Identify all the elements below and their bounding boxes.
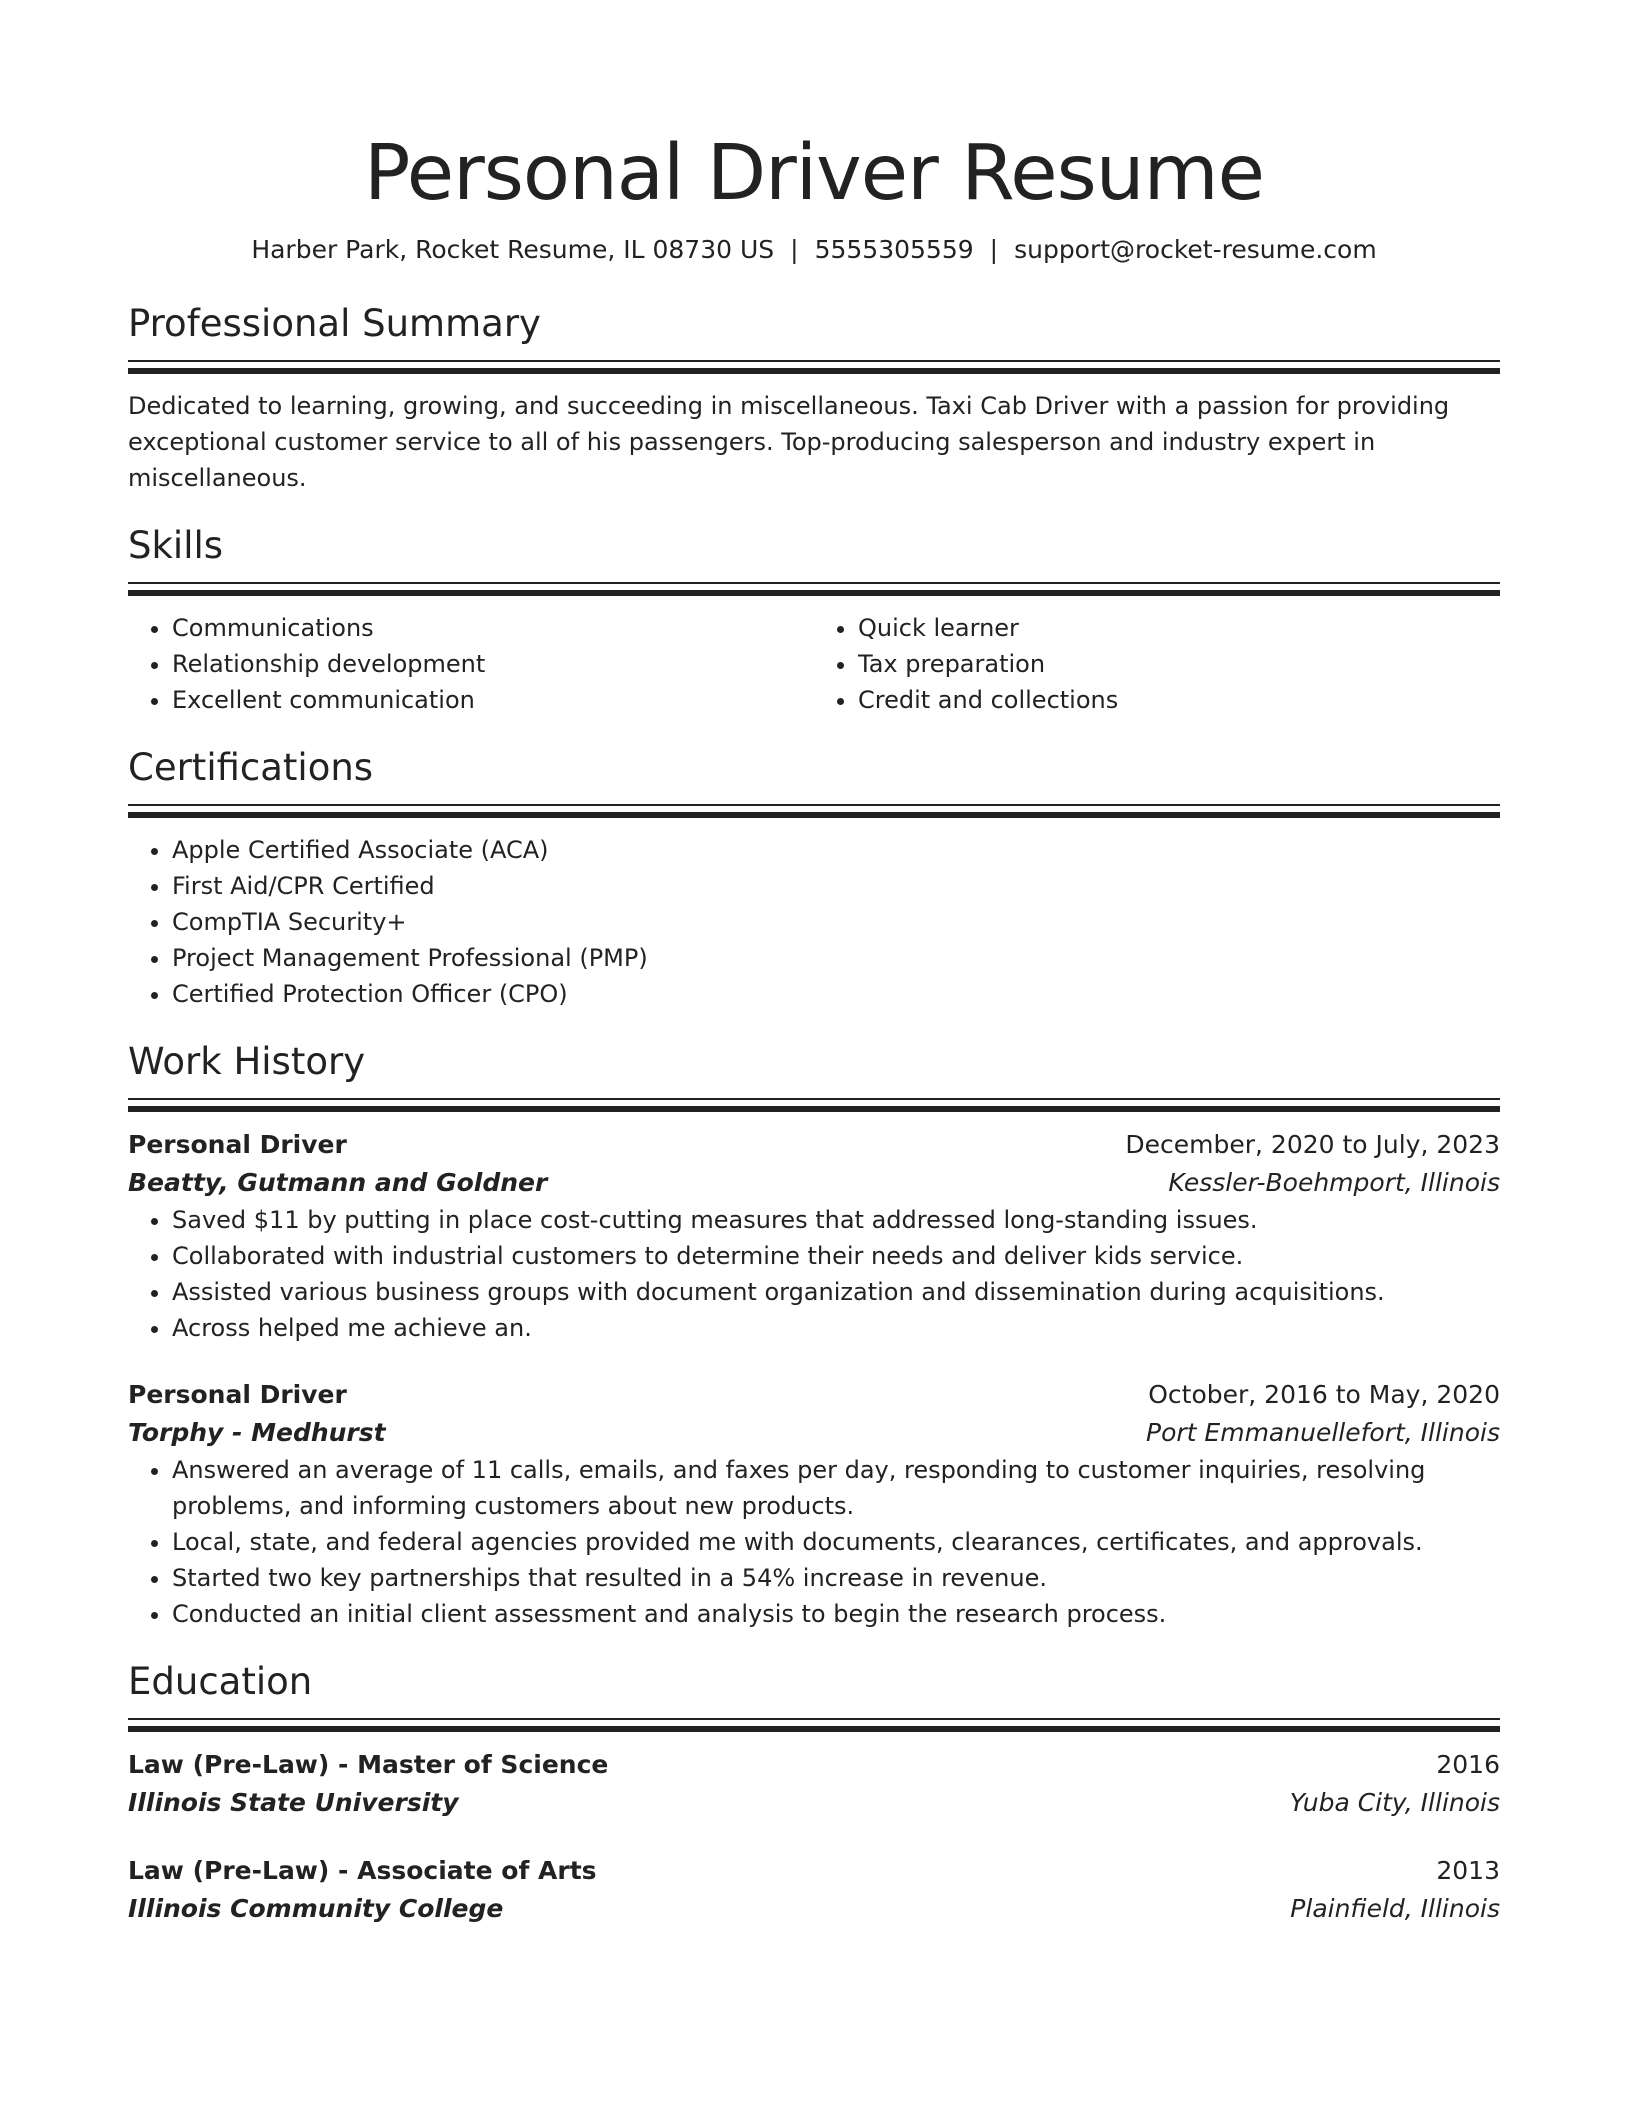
section-divider: [128, 360, 1500, 374]
education-degree: Law (Pre-Law) - Associate of Arts: [128, 1856, 597, 1885]
section-divider: [128, 804, 1500, 818]
skill-item: • Tax preparation: [858, 646, 1500, 682]
work-section: [128, 1038, 1500, 1632]
education-header-row: [128, 1746, 1500, 1784]
section-divider: [128, 582, 1500, 596]
job-company-row: [128, 1414, 1500, 1452]
certification-item: • CompTIA Security+: [172, 904, 1500, 940]
education-school: Illinois State University: [128, 1788, 459, 1817]
education-location: Plainfield, Illinois: [1290, 1894, 1500, 1923]
skill-item: • Credit and collections: [858, 682, 1500, 718]
page-title: Personal Driver Resume: [364, 129, 1264, 218]
job-title: Personal Driver: [128, 1130, 347, 1159]
job-location: Port Emmanuellefort, Illinois: [1146, 1418, 1500, 1447]
job-bullets: [128, 1452, 1500, 1632]
job-bullet: • Answered an average of 11 calls, emails, and faxes per day, responding to customer inquiries, resolving problems, and informing customers about new products.: [172, 1452, 1500, 1524]
certifications-section: [128, 744, 1500, 1012]
section-divider: [128, 1098, 1500, 1112]
job-bullet: • Across helped me achieve an.: [172, 1310, 1500, 1346]
job-title: Personal Driver: [128, 1380, 347, 1409]
education-entry: [128, 1852, 1500, 1928]
job-dates: December, 2020 to July, 2023: [1125, 1130, 1500, 1159]
job-header-row: [128, 1376, 1500, 1414]
contact-phone: 5555305559: [814, 235, 974, 264]
skills-section: [128, 522, 1500, 718]
skill-item: • Excellent communication: [172, 682, 814, 718]
education-degree: Law (Pre-Law) - Master of Science: [128, 1750, 609, 1779]
section-heading-work: Work History: [128, 1040, 366, 1083]
education-school: Illinois Community College: [128, 1894, 504, 1923]
job-bullet: • Assisted various business groups with document organization and dissemination during acquisitions.: [172, 1274, 1500, 1310]
summary-section: [128, 300, 1500, 496]
skill-item: • Communications: [172, 610, 814, 646]
education-entry: [128, 1746, 1500, 1822]
job-bullet: • Started two key partnerships that resulted in a 54% increase in revenue.: [172, 1560, 1500, 1596]
resume-page: [128, 0, 1500, 1928]
skills-list-left: [128, 610, 814, 718]
skills-grid: [128, 610, 1500, 718]
section-heading-skills: Skills: [128, 524, 224, 567]
education-year: 2016: [1436, 1750, 1500, 1779]
job-bullets: [128, 1202, 1500, 1346]
contact-separator: |: [989, 235, 999, 264]
job-bullet: • Saved $11 by putting in place cost-cutting measures that addressed long-standing issues.: [172, 1202, 1500, 1238]
job-company: Beatty, Gutmann and Goldner: [128, 1168, 548, 1197]
contact-address: Harber Park, Rocket Resume, IL 08730 US: [251, 235, 775, 264]
job-dates: October, 2016 to May, 2020: [1148, 1380, 1500, 1409]
certification-item: • Apple Certified Associate (ACA): [172, 832, 1500, 868]
contact-email[interactable]: support@rocket-resume.com: [1014, 235, 1377, 264]
certification-item: • First Aid/CPR Certified: [172, 868, 1500, 904]
job-company-row: [128, 1164, 1500, 1202]
skill-item: • Quick learner: [858, 610, 1500, 646]
education-header-row: [128, 1852, 1500, 1890]
job-bullet: • Conducted an initial client assessment and analysis to begin the research process.: [172, 1596, 1500, 1632]
section-heading-certifications: Certifications: [128, 746, 374, 789]
skill-item: • Relationship development: [172, 646, 814, 682]
job-location: Kessler-Boehmport, Illinois: [1168, 1168, 1500, 1197]
certifications-list: [128, 832, 1500, 1012]
job-entry: [128, 1126, 1500, 1346]
section-divider: [128, 1718, 1500, 1732]
education-school-row: [128, 1890, 1500, 1928]
job-bullet: • Collaborated with industrial customers to determine their needs and deliver kids service.: [172, 1238, 1500, 1274]
job-entry: [128, 1376, 1500, 1632]
education-year: 2013: [1436, 1856, 1500, 1885]
education-school-row: [128, 1784, 1500, 1822]
education-section: [128, 1658, 1500, 1928]
job-bullet: • Local, state, and federal agencies provided me with documents, clearances, certificates, and approvals.: [172, 1524, 1500, 1560]
skills-list-right: [814, 610, 1500, 718]
contact-separator: |: [790, 235, 799, 264]
job-company: Torphy - Medhurst: [128, 1418, 386, 1447]
section-heading-education: Education: [128, 1660, 313, 1703]
education-location: Yuba City, Illinois: [1289, 1788, 1500, 1817]
section-heading-summary: Professional Summary: [128, 302, 541, 345]
certification-item: • Project Management Professional (PMP): [172, 940, 1500, 976]
certification-item: • Certified Protection Officer (CPO): [172, 976, 1500, 1012]
contact-line: [128, 232, 1500, 268]
summary-text: Dedicated to learning, growing, and succeeding in miscellaneous. Taxi Cab Driver with a passion for providing exceptional customer service to all of his passengers. Top-producing salesperson and industry expert in miscellaneous.: [128, 392, 1450, 492]
job-header-row: [128, 1126, 1500, 1164]
